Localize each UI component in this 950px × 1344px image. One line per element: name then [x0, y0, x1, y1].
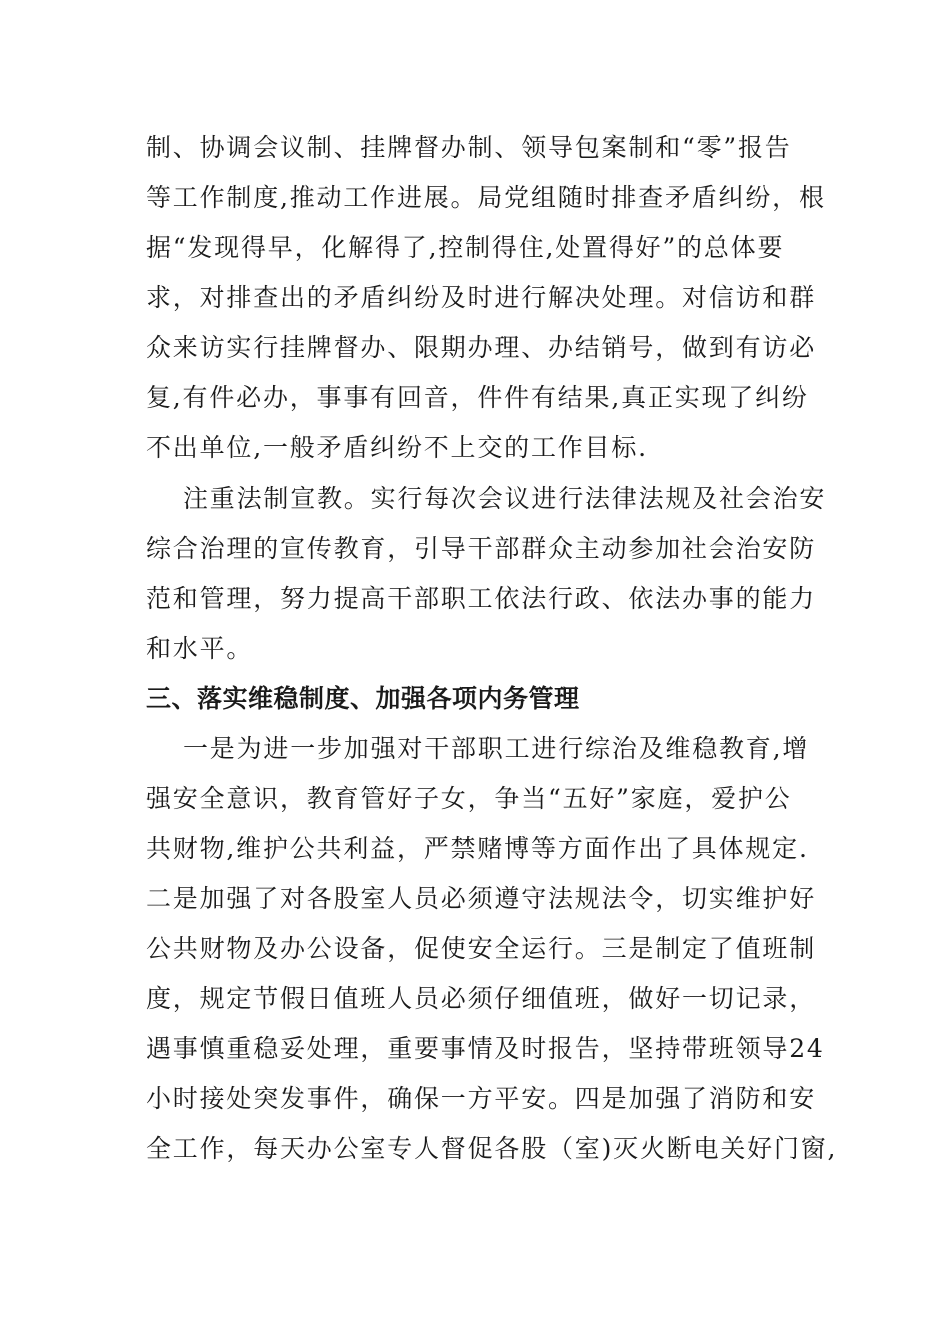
paragraph-3-line-9: 全工作，每天办公室专人督促各股（室)灭火断电关好门窗, — [146, 1134, 838, 1163]
paragraph-3-line-7: 遇事慎重稳妥处理，重要事情及时报告，坚持带班领导24 — [146, 1034, 825, 1063]
paragraph-2-line-3: 范和管理，努力提高干部职工依法行政、依法办事的能力 — [146, 584, 817, 613]
paragraph-3-line-4: 二是加强了对各股室人员必须遵守法规法令，切实维护好 — [146, 884, 817, 913]
paragraph-3-line-2: 强安全意识，教育管好子女，争当“五好”家庭，爱护公 — [146, 784, 792, 813]
paragraph-2-line-4: 和水平。 — [146, 634, 254, 663]
section-heading: 三、落实维稳制度、加强各项内务管理 — [146, 684, 580, 713]
paragraph-3-line-8: 小时接处突发事件，确保一方平安。四是加强了消防和安 — [146, 1084, 817, 1113]
paragraph-1-line-3: 据“发现得早，化解得了,控制得住,处置得好”的总体要 — [146, 233, 785, 262]
paragraph-2-line-2: 综合治理的宣传教育，引导干部群众主动参加社会治安防 — [146, 534, 817, 563]
paragraph-3-line-6: 度，规定节假日值班人员必须仔细值班，做好一切记录， — [146, 984, 817, 1013]
paragraph-1-line-7: 不出单位,一般矛盾纠纷不上交的工作目标. — [146, 433, 648, 462]
paragraph-1-line-2: 等工作制度,推动工作进展。局党组随时排查矛盾纠纷，根 — [146, 183, 826, 212]
paragraph-3-line-5: 公共财物及办公设备，促使安全运行。三是制定了值班制 — [146, 934, 817, 963]
paragraph-3-line-3: 共财物,维护公共利益，严禁赌博等方面作出了具体规定. — [146, 834, 809, 863]
paragraph-1-line-5: 众来访实行挂牌督办、限期办理、办结销号，做到有访必 — [146, 333, 817, 362]
paragraph-1-line-4: 求，对排查出的矛盾纠纷及时进行解决处理。对信访和群 — [146, 283, 817, 312]
paragraph-2-line-1: 注重法制宣教。实行每次会议进行法律法规及社会治安 — [183, 484, 827, 513]
paragraph-1-line-1: 制、协调会议制、挂牌督办制、领导包案制和“零”报告 — [146, 133, 792, 162]
paragraph-1-line-6: 复,有件必办，事事有回音，件件有结果,真正实现了纠纷 — [146, 383, 809, 412]
paragraph-3-line-1: 一是为进一步加强对干部职工进行综治及维稳教育,增 — [183, 734, 810, 763]
